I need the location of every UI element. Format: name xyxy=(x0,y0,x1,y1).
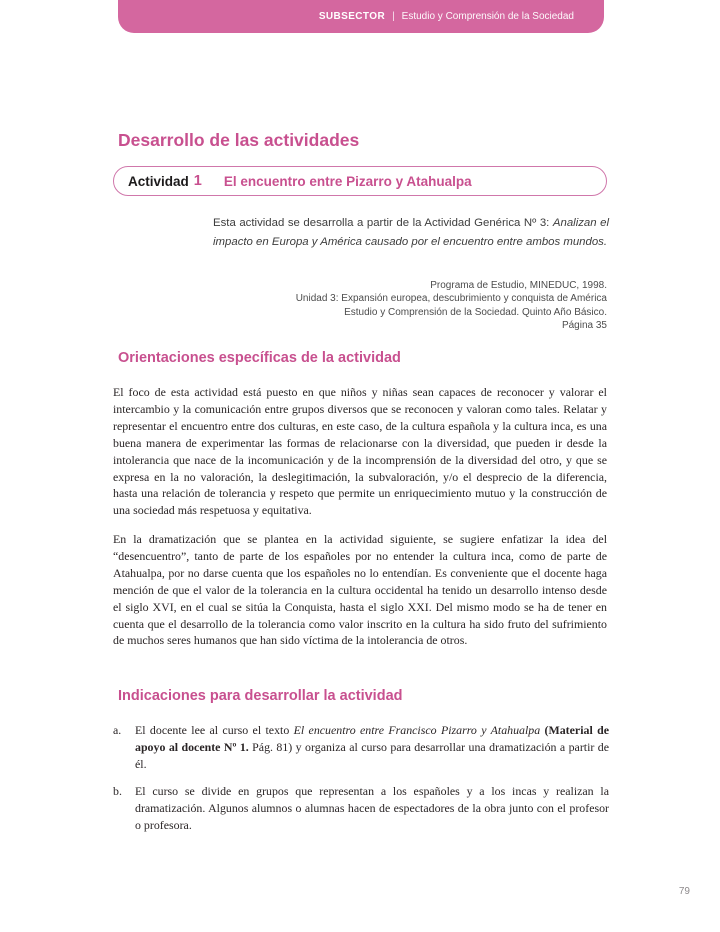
text-run: El curso se divide en grupos que representan a los españoles y a los incas y realizan la dramatización. Algunos alumnos o alumnas hacen de espectadores de la obra junto con el profesor o profesora. xyxy=(135,783,609,832)
subsector-label: SUBSECTOR xyxy=(318,11,386,22)
activity-steps-list xyxy=(113,722,609,843)
page-title: Desarrollo de las actividades xyxy=(118,130,360,150)
text-run: Esta actividad se desarrolla a partir de la Actividad Genérica Nº 3: xyxy=(213,217,553,229)
text-run: Pág. 81) y organiza al curso para desarrollar una dramatización a partir de él. xyxy=(135,739,609,771)
text-run: Analizan el impacto en Europa y América causado por el encuentro entre ambos mundos. xyxy=(213,217,609,248)
text-run: El docente lee al curso el texto xyxy=(135,723,294,737)
body-paragraph: En la dramatización que se plantea en la actividad siguiente, se sugiere enfatizar la idea del “desencuentro”, tanto de parte de los españoles por no entender la cultura inca, como de parte de Atahualpa, por no darse cuenta que los españoles no lo entendían. Es conveniente que el docente haga mención de que el valor de la tolerancia en la cultura occidental ha tenido un desarrollo intenso desde el siglo XVI, en el cual se sitúa la Conquista, hasta el siglo XXI. Del mismo modo se ha de tener en cuenta que el desarrollo de la tolerancia como valor inscrito en la cultura ha sido fruto del sufrimiento de muchos seres humanos que han sido víctima de la intolerancia de otros. xyxy=(113,532,607,648)
section-heading-orientaciones: Orientaciones específicas de la actividad xyxy=(118,350,401,366)
list-item-marker: a. xyxy=(113,723,122,737)
subsector-separator: | xyxy=(392,11,395,22)
text-run: El encuentro entre Francisco Pizarro y Atahualpa xyxy=(293,723,541,737)
list-item-marker: b. xyxy=(113,783,122,798)
source-line: Página 35 xyxy=(561,319,607,331)
page-number: 79 xyxy=(678,886,690,897)
subsector-value: Estudio y Comprensión de la Sociedad xyxy=(401,11,574,22)
text-run: (Material de apoyo al docente Nº 1. xyxy=(135,723,609,754)
source-line: Estudio y Comprensión de la Sociedad. Quinto Año Básico. xyxy=(344,306,607,318)
intro-paragraph xyxy=(213,214,609,251)
list-item xyxy=(113,783,609,834)
source-line: Programa de Estudio, MINEDUC, 1998. xyxy=(430,280,607,291)
activity-label: Actividad xyxy=(128,173,189,189)
list-item-text xyxy=(135,722,609,773)
body-paragraph: El foco de esta actividad está puesto en que niños y niñas sean capaces de reconocer y valorar el intercambio y la comunicación entre grupos diversos que se reconocen y valoran como tales. Relatar y representar el encuentro entre dos culturas, en este caso, de la cultura española y la cultura inca, es una buena manera de experimentar las formas de relacionarse con la diversidad, que pueden ir desde la intolerancia que nace de la incomunicación y de la incomprensión de la diversidad del otro, y que se expresa en la no valoración, la deslegitimación, la subvaloración, y/o el desprecio de la diferencia, hasta una relación de tolerancia y respeto que permite un enriquecimiento mutuo y la construcción de una sociedad más respetuosa y equitativa. xyxy=(113,385,607,518)
source-citation xyxy=(113,279,607,332)
activity-box xyxy=(113,166,607,196)
list-item-text xyxy=(135,783,609,834)
source-line: Unidad 3: Expansión europea, descubrimiento y conquista de América xyxy=(295,293,607,305)
list-item xyxy=(113,722,609,773)
section-heading-indicaciones: Indicaciones para desarrollar la actividad xyxy=(118,688,403,704)
activity-number: 1 xyxy=(193,173,202,189)
activity-title: El encuentro entre Pizarro y Atahualpa xyxy=(223,173,472,189)
subsector-band xyxy=(118,0,604,33)
